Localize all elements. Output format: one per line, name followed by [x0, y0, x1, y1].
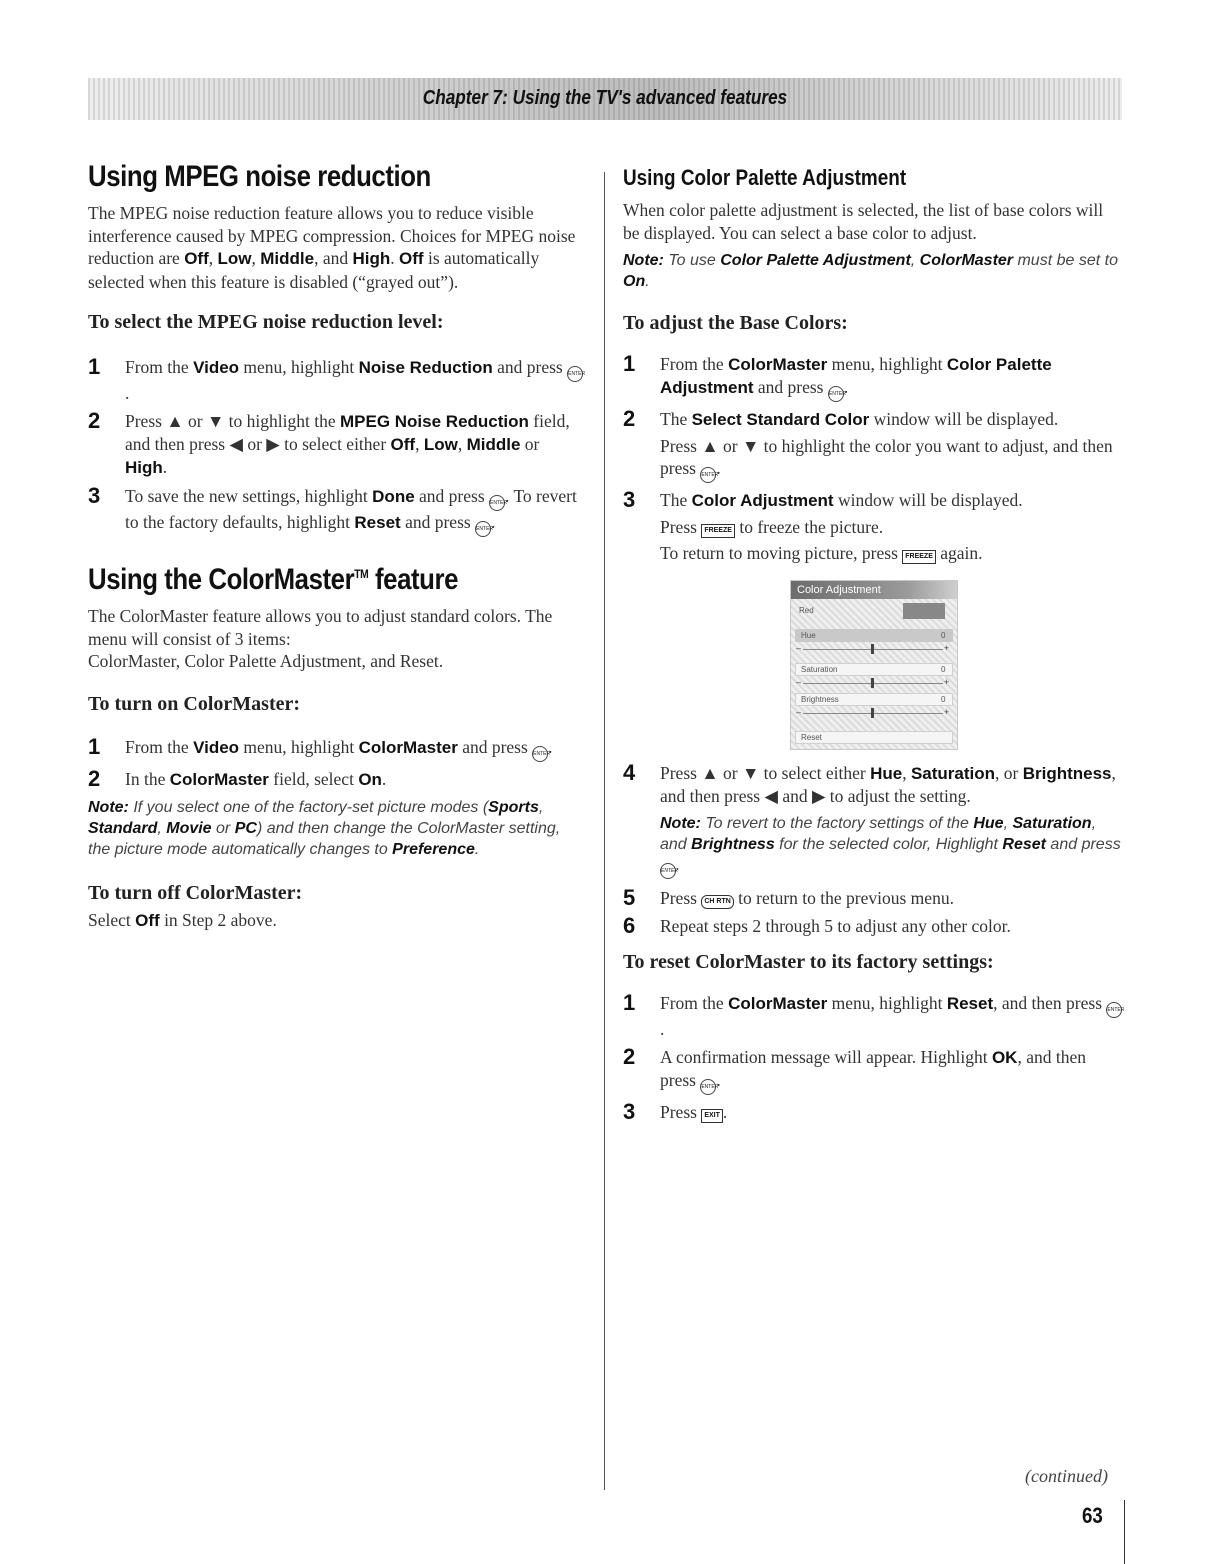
base-colors-heading: To adjust the Base Colors:	[623, 312, 848, 334]
chapter-title: Chapter 7: Using the TV's advanced features	[422, 87, 788, 109]
osd-title: Color Adjustment	[791, 581, 957, 599]
osd-brightness-value: 0	[941, 695, 946, 704]
osd-color-swatch	[903, 603, 945, 619]
osd-plus: +	[944, 643, 950, 653]
continued-label: (continued)	[1025, 1466, 1108, 1486]
enter-button-icon: ENTER	[660, 863, 676, 879]
colormaster-note: Note: If you select one of the factory-set picture modes (Sports, Standard, Movie or PC) and then change the ColorMaster setting, the picture mode automatically changes to Preference.	[88, 798, 561, 858]
mpeg-step-1: 1 From the Video menu, highlight Noise Reduction and press ENTER.	[88, 354, 586, 403]
ch-rtn-button-icon: CH RTN	[701, 895, 733, 909]
osd-hue-knob	[871, 644, 874, 654]
page-number-rule	[1124, 1500, 1125, 1564]
colormaster-section-title: Using the ColorMaster™ feature	[88, 563, 459, 596]
base-step-5: 5 Press CH RTN to return to the previous menu.	[623, 885, 954, 910]
adjust-note: Note: To revert to the factory settings of the Hue, Saturation, and Brightness for the selected color, Highlight Reset and press ENTER.	[623, 813, 1123, 879]
osd-hue-row	[795, 629, 953, 642]
enter-button-icon: ENTER	[1106, 1002, 1122, 1018]
mpeg-procedure-heading: To select the MPEG noise reduction level:	[88, 311, 444, 333]
enter-button-icon: ENTER	[532, 746, 548, 762]
osd-saturation-label: Saturation	[801, 665, 838, 674]
enter-button-icon: ENTER	[700, 467, 716, 483]
osd-saturation-knob	[871, 678, 874, 688]
reset-steps	[623, 992, 1123, 1123]
reset-heading: To reset ColorMaster to its factory settings:	[623, 951, 994, 973]
base-step-2: 2 The Select Standard Color window will be displayed. Press ▲ or ▼ to highlight the color you want to adjust, and then press ENTER.	[623, 408, 1123, 483]
enter-button-icon: ENTER	[567, 366, 583, 382]
reset-step-2: 2 A confirmation message will appear. Highlight OK, and then press ENTER.	[623, 1046, 1123, 1095]
color-adjustment-screen	[790, 580, 958, 750]
chapter-header-band	[88, 78, 1122, 120]
enter-button-icon: ENTER	[475, 521, 491, 537]
reset-step-1: 1 From the ColorMaster menu, highlight Reset, and then press ENTER.	[623, 990, 1125, 1039]
base-step-1: 1 From the ColorMaster menu, highlight Color Palette Adjustment and press ENTER.	[623, 353, 1123, 402]
reset-step-3: 3 Press EXIT .	[623, 1099, 728, 1124]
mpeg-step-3: 3 To save the new settings, highlight Done and press ENTER. To revert to the factory defaults, highlight Reset and press ENTER.	[88, 485, 584, 537]
freeze-button-icon: FREEZE	[902, 550, 936, 564]
palette-intro: When color palette adjustment is selected, the list of base colors will be displayed. You can select a base color to adjust.	[623, 200, 1104, 243]
osd-color-name: Red	[799, 606, 814, 615]
mpeg-intro: The MPEG noise reduction feature allows you to reduce visible interference caused by MPEG compression. Choices for MPEG noise reduction are Off, Low, Middle, and High. Off is automatically selected when this feature is disabled (“grayed out”).	[88, 203, 576, 292]
palette-note: Note: To use Color Palette Adjustment, ColorMaster must be set to On.	[623, 252, 1118, 290]
osd-hue-label: Hue	[801, 631, 816, 640]
exit-button-icon: EXIT	[701, 1109, 723, 1123]
mpeg-section-title: Using MPEG noise reduction	[88, 160, 431, 193]
osd-brightness-label: Brightness	[801, 695, 839, 704]
colormaster-intro-items: ColorMaster, Color Palette Adjustment, and Reset.	[88, 651, 444, 671]
colormaster-off-text: Select Off in Step 2 above.	[88, 909, 277, 930]
colormaster-off-heading: To turn off ColorMaster:	[88, 881, 303, 904]
adjust-steps	[623, 762, 1123, 937]
osd-minus: –	[796, 677, 802, 687]
base-step-4: 4 Press ▲ or ▼ to select either Hue, Saturation, or Brightness, and then press ◀ and ▶ to adjust the setting.	[623, 760, 1116, 806]
colormaster-on-heading: To turn on ColorMaster:	[88, 692, 301, 715]
colormaster-intro: The ColorMaster feature allows you to adjust standard colors. The menu will consist of 3 items:	[88, 606, 553, 649]
osd-saturation-value: 0	[941, 665, 946, 674]
mpeg-steps	[88, 356, 584, 537]
enter-button-icon: ENTER	[828, 386, 844, 402]
osd-minus: –	[796, 643, 802, 653]
page-number: 63	[1082, 1503, 1103, 1528]
left-column	[88, 160, 584, 932]
base-color-steps	[623, 353, 1123, 564]
palette-section-title: Using Color Palette Adjustment	[623, 165, 907, 190]
base-step-3: 3 The Color Adjustment window will be displayed. Press FREEZE to freeze the picture. To return to moving picture, press FREEZE again.	[623, 487, 1023, 563]
osd-hue-value: 0	[941, 631, 946, 640]
colormaster-on-step-1: 1 From the Video menu, highlight ColorMaster and press ENTER.	[88, 736, 584, 762]
base-step-6: 6 Repeat steps 2 through 5 to adjust any other color.	[623, 913, 1011, 938]
osd-minus: –	[796, 707, 802, 717]
colormaster-on-steps	[88, 733, 584, 791]
freeze-button-icon: FREEZE	[701, 524, 735, 538]
osd-reset-label: Reset	[801, 733, 822, 742]
column-divider	[604, 172, 605, 1490]
enter-button-icon: ENTER	[700, 1079, 716, 1095]
osd-plus: +	[944, 707, 950, 717]
osd-plus: +	[944, 677, 950, 687]
mpeg-step-2: 2 Press ▲ or ▼ to highlight the MPEG Noise Reduction field, and then press ◀ or ▶ to select either Off, Low, Middle or High.	[88, 408, 570, 477]
osd-brightness-knob	[871, 708, 874, 718]
right-column	[623, 165, 1123, 1129]
enter-button-icon: ENTER	[489, 495, 505, 511]
colormaster-on-step-2: 2 In the ColorMaster field, select On.	[88, 765, 387, 791]
